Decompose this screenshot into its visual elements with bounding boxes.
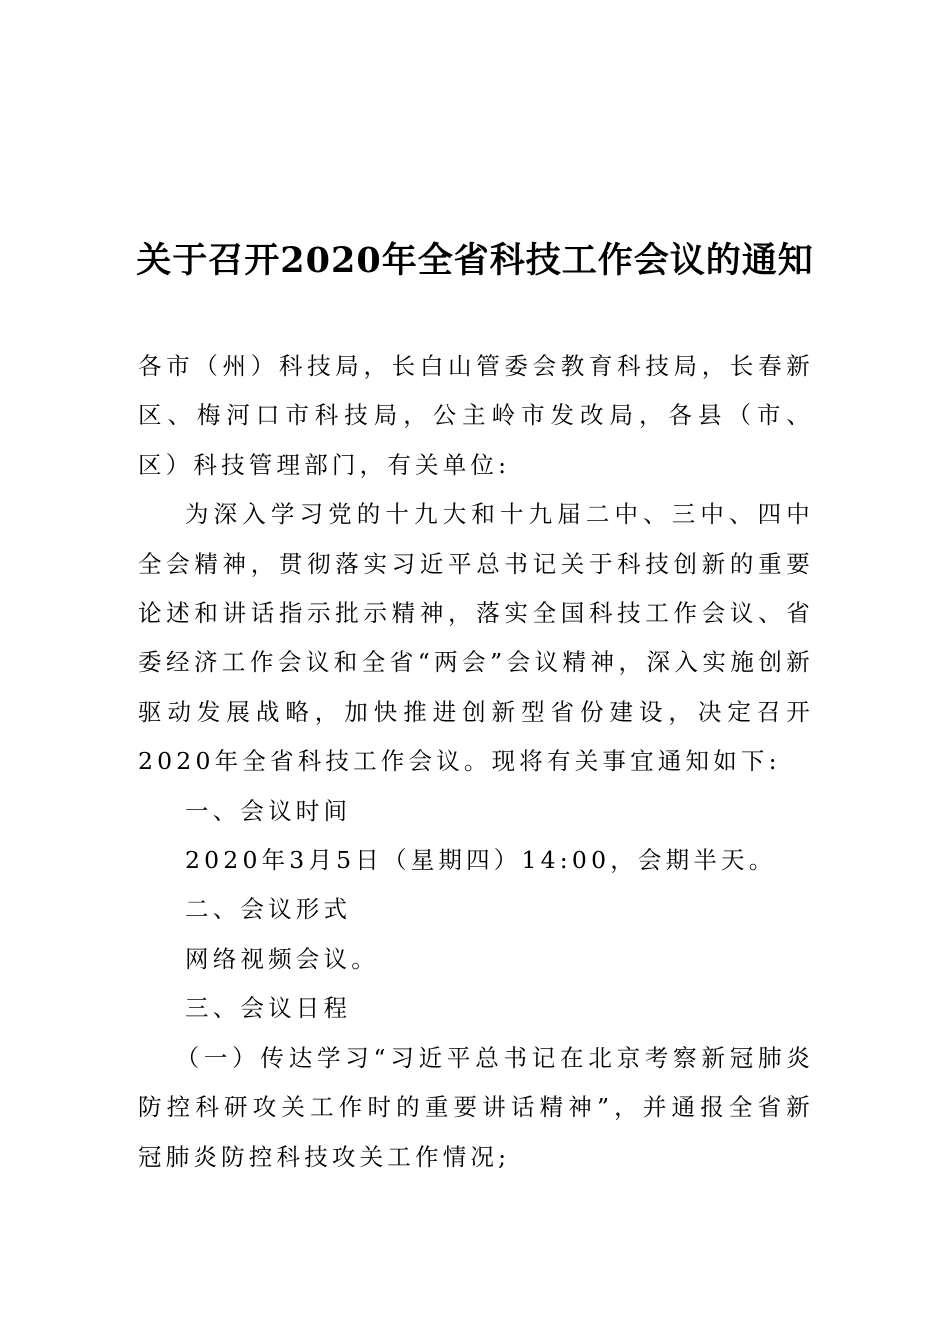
- section-heading-agenda: 三、会议日程: [185, 994, 352, 1023]
- agenda-item-1: （一）传达学习“习近平总书记在北京考察新冠肺炎防控科研攻关工作时的重要讲话精神”，并通报全省新冠肺炎防控科技攻关工作情况;: [138, 1043, 814, 1171]
- intro-paragraph: 为深入学习党的十九大和十九届二中、三中、四中全会精神，贯彻落实习近平总书记关于科技创新的重要论述和讲话指示批示精神，落实全国科技工作会议、省委经济工作会议和全省“两会”会议精神，深入实施创新驱动发展战略，加快推进创新型省份建设，决定召开2020年全省科技工作会议。现将有关事宜通知如下:: [138, 500, 814, 776]
- meeting-time-text: 2020年3月5日（星期四）14:00，会期半天。: [185, 846, 777, 875]
- recipients-paragraph: 各市（州）科技局，长白山管委会教育科技局，长春新区、梅河口市科技局，公主岭市发改局，各县（市、区）科技管理部门，有关单位:: [138, 352, 814, 479]
- section-heading-time: 一、会议时间: [185, 796, 352, 825]
- document-title: 关于召开2020年全省科技工作会议的通知: [136, 240, 814, 281]
- document-body: [138, 342, 814, 1182]
- section-heading-format: 二、会议形式: [185, 895, 352, 924]
- meeting-format-text: 网络视频会议。: [185, 944, 379, 973]
